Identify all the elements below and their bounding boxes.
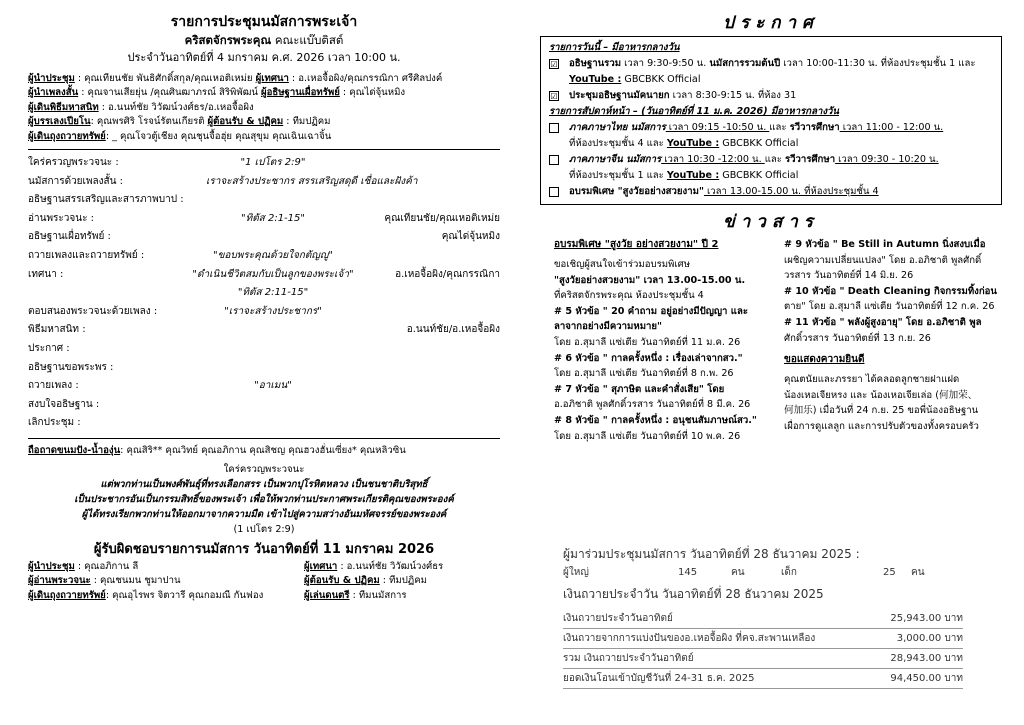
news-line: โดย อ.สุมาลี แซ่เตีย วันอาทิตย์ที่ 8 ก.พ. 26 [554, 368, 734, 380]
adult-count: 145 [678, 567, 698, 578]
next-week-item [549, 152, 993, 184]
congrats-line: เผื่อการดูแลลูก และการปรับตัวของทั้งครอบครัว [784, 420, 979, 432]
role-row [28, 115, 500, 129]
news-col-2 [784, 237, 1002, 435]
order-of-service-column [28, 12, 500, 618]
attendance-offering-stats [563, 545, 963, 689]
order-item-label: สงบใจอธิษฐาน : [28, 398, 100, 410]
congrats-line: คุณตนัยและภรรยา ได้คลอดลูกชายฝาแฝด [784, 374, 960, 386]
next-week-item [549, 120, 993, 152]
order-item-label: อธิษฐานเผื่อทรัพย์ : [28, 231, 111, 243]
role-value: : คุณชนมน ชูมาปาน [90, 575, 181, 587]
child-count: 25 [883, 567, 896, 578]
event-time: เวลา 10:30 -12:00 น. [661, 154, 765, 165]
role-label: ผู้นำประชุม [28, 560, 75, 572]
event-name: อธิษฐานรวม [569, 58, 622, 69]
church-name-rest: คณะแบ๊บติสต์ [271, 33, 344, 47]
service-roles [28, 72, 500, 144]
role-value: : ทีมนมัสการ [349, 589, 407, 601]
order-item-person: คุณเทียนชัย/คุณเหอติเหม่ย [384, 212, 500, 224]
news-col-1 [554, 237, 776, 444]
youtube-label: YouTube : [666, 170, 720, 181]
role-value: : _ คุณโจวตู้เชียง คุณชุนจื้อฮุ่ย คุณสุขุม คุณเฉินเฉาจิ้น [105, 130, 332, 142]
order-item [28, 154, 500, 173]
event-name: รวีวารศึกษา [785, 154, 836, 165]
youtube-channel: GBCBKK Official [621, 74, 701, 85]
event-location: ที่ห้องประชุมชั้น 4 และ [569, 138, 667, 149]
order-item [28, 191, 500, 210]
news-line: ศักดิ์วรสาร วันอาทิตย์ที่ 13 ก.ย. 26 [784, 332, 931, 344]
congrats-heading: ขอแสดงความยินดี [784, 354, 865, 366]
role-value: : อ.เหอจื้อผิง/คุณกรรณิกา ศรีศิลปงค์ [288, 73, 443, 84]
offering-heading: เงินถวายประจำวัน วันอาทิตย์ที่ 28 ธันวาคม 2025 [563, 587, 824, 601]
role-row [28, 86, 500, 100]
order-item [28, 414, 500, 433]
role-row [304, 560, 443, 574]
checkbox-icon [549, 187, 559, 197]
event-time: เวลา 09:15 -10:50 น. [665, 122, 770, 133]
next-week-col-2 [304, 560, 443, 603]
attendance-row [563, 563, 963, 583]
news-line: ที่คริสตจักรพระคุณ ห้องประชุมชั้น 4 [554, 290, 704, 302]
communion-servers [28, 443, 500, 458]
order-item [28, 303, 500, 322]
verse-line: เป็นประชากรอันเป็นกรรมสิทธิ์ของพระเจ้า เพื่อให้พวกท่านประกาศพระเกียรติคุณของพระองค์ [74, 493, 454, 505]
news-line: โดย อ.สุมาลี แซ่เตีย วันอาทิตย์ที่ 10 พ.ค. 26 [554, 430, 741, 442]
event-location: ที่ห้องประชุมชั้น 1 และ [569, 170, 667, 181]
order-item-person: คุณได่จุ้นหมิง [441, 231, 500, 243]
event-time: เวลา 10:00-11:30 น. ที่ห้องประชุมชั้น 1 และ [780, 58, 976, 69]
child-label: เด็ก [781, 567, 797, 578]
communion-label: ถือถาดขนมปัง-น้ำองุ่น [28, 444, 121, 456]
role-label: ผู้อธิษฐานเผื่อทรัพย์ [260, 87, 340, 99]
order-item-label: ถวายเพลงและถวายทรัพย์ : [28, 250, 145, 261]
order-item-detail: "ทิตัส 2:11-15" [237, 287, 309, 299]
news-line: # 5 หัวข้อ " 20 คำถาม อยู่อย่างมีปัญญา และ [554, 305, 749, 317]
checked-box-icon: ☑ [550, 92, 558, 101]
role-value: : คุณอภิกาน ลี [74, 560, 139, 572]
attendance-heading: ผู้มาร่วมประชุมนมัสการ วันอาทิตย์ที่ 28 ธันวาคม 2025 : [563, 547, 860, 561]
order-item-label: อธิษฐานสรรเสริญและสารภาพบาป : [28, 194, 184, 206]
next-week-title: ผู้รับผิดชอบรายการนมัสการ วันอาทิตย์ที่ 11 มกราคม 2026 [93, 541, 435, 557]
checked-box-icon: ☑ [550, 60, 558, 69]
event-conj: และ [769, 122, 787, 133]
offering-amount: 3,000.00 บาท [896, 633, 963, 644]
youtube-channel: GBCBKK Official [719, 170, 799, 181]
announcements-column [540, 12, 1002, 487]
role-value: : ทีมปฏิคม [379, 575, 427, 587]
role-row [28, 589, 263, 603]
verse-heading: ใคร่ครวญพระวจนะ [223, 463, 305, 475]
news-line: "สูงวัยอย่างสวยงาม" เวลา 13.00-15.00 น. [554, 274, 746, 286]
offering-row [563, 629, 963, 649]
youtube-label: YouTube : [569, 74, 622, 85]
order-item-label: ประกาศ : [28, 342, 70, 354]
offering-amount: 94,450.00 บาท [890, 673, 963, 684]
role-label: ผู้นำเพลงสั้น [28, 87, 79, 99]
next-week-heading: รายการสัปดาห์หน้า – (วันอาทิตย์ที่ 11 ม.ค. 2026) มีอาหารกลางวัน [549, 106, 839, 117]
news-line: # 10 หัวข้อ " Death Cleaning กิจกรรมทิ้งก่อน [784, 285, 997, 297]
role-value: : คุณเทียนชัย พันธิศักดิ์สกุล/คุณเหอติเหม่ย [74, 73, 256, 84]
news-line: # 7 หัวข้อ " สุภาษิต และคำสั่งเสีย" โดย [554, 383, 725, 395]
event-conj: และ [764, 154, 782, 165]
offering-label: รวม เงินถวายประจำวันอาทิตย์ [563, 653, 694, 664]
news-line: ขอเชิญผู้สนใจเข้าร่วมอบรมพิเศษ [554, 259, 691, 270]
order-item-label: เทศนา : [28, 268, 64, 280]
communion-value: : คุณสิริ** คุณวิทย์ คุณอภิกาน คุณสิชญ คุณฮวงฮั่นเซี่ยง* คุณหลิวซิน [120, 444, 406, 456]
order-item [28, 210, 500, 229]
next-week-col-1 [28, 560, 263, 603]
role-row [304, 574, 443, 588]
news-line: ลาจากอย่างมีความหมาย" [554, 321, 663, 333]
order-item [28, 340, 500, 359]
offering-label: ยอดเงินโอนเข้าบัญชีวันที่ 24-31 ธ.ค. 2025 [563, 673, 755, 684]
role-value: : คุณได่จุ้นหมิง [339, 87, 406, 99]
role-label: ผู้อ่านพระวจนะ [28, 575, 91, 587]
today-item [549, 88, 993, 104]
role-label: ผู้นำประชุม [28, 73, 75, 84]
news-line: # 9 หัวข้อ " Be Still in Autumn นิ่งสงบเมื่อ [784, 239, 986, 250]
today-item [549, 56, 993, 88]
order-item [28, 284, 500, 303]
congrats-line: น้องเหอเจียหรง และ น้องเหอเจียเล่อ (何加荣、 [784, 389, 978, 401]
event-name: ประชุมอธิษฐานมัคนายก [569, 90, 670, 101]
role-label: ผู้เทศนา [304, 560, 338, 572]
order-item-detail: "อาเมน" [254, 380, 292, 392]
order-item-detail: "1 เปโตร 2:9" [240, 157, 306, 169]
role-row [28, 101, 500, 115]
role-row [28, 130, 500, 144]
role-row [28, 560, 263, 574]
event-name: รวีวารศึกษา [789, 122, 840, 133]
role-label: ผู้บรรเลงเปียโน [28, 116, 91, 128]
order-item-detail: "เราจะสร้างประชากร" [224, 305, 322, 317]
child-unit: คน [911, 567, 925, 578]
bulletin-title: รายการประชุมนมัสการพระเจ้า [170, 14, 358, 30]
offering-row [563, 649, 963, 669]
offering-amount: 25,943.00 บาท [890, 613, 963, 624]
order-item-label: อธิษฐานขอพระพร : [28, 361, 114, 373]
role-value: : อ.นนท์ชัย วิวัฒน์วงศ์ธร [337, 560, 444, 572]
order-item [28, 173, 500, 192]
order-item-label: ใคร่ครวญพระวจนะ : [28, 157, 119, 169]
news-line: เผชิญความเปลี่ยนแปลง" โดย อ.อภิชาติ พูลศักดิ์ [784, 254, 982, 266]
order-item-label: เลิกประชุม : [28, 417, 81, 429]
offering-row [563, 669, 963, 689]
order-item [28, 266, 500, 285]
next-week-roles [28, 560, 500, 618]
checkbox-icon [549, 123, 559, 133]
order-of-service [28, 154, 500, 433]
order-item-label: ถวายเพลง : [28, 380, 79, 392]
divider [28, 149, 500, 150]
order-item-detail: "ทิตัส 2:1-15" [241, 212, 305, 224]
event-time: เวลา 8:30-9:15 น. ที่ห้อง 31 [669, 90, 797, 101]
role-row [28, 574, 263, 588]
order-item [28, 396, 500, 415]
announcements-title: ประกาศ [723, 13, 819, 33]
news-line: ตาย" โดย อ.สุมาลี แซ่เตีย วันอาทิตย์ที่ 12 ก.ค. 26 [784, 301, 995, 313]
news-section [540, 237, 1002, 487]
order-item [28, 321, 500, 340]
special-training-item [549, 184, 993, 200]
role-label: ผู้ต้อนรับ & ปฏิคม [304, 575, 380, 587]
event-name: ภาคภาษาไทย นมัสการ [569, 122, 666, 133]
event-time: เวลา 11:00 - 12:00 น. [839, 122, 944, 133]
adult-unit: คน [731, 567, 745, 578]
order-item-person: อ.นนท์ชัย/อ.เหอจื้อผิง [406, 324, 500, 336]
event-time: เวลา 09:30 - 10:20 น. [835, 154, 939, 165]
event-time: เวลา 9:30-9:50 น. [621, 58, 710, 69]
order-item [28, 247, 500, 266]
role-value: : คุณอุไรพร จิตวารี คุณกอมณี กันฟอง [105, 589, 264, 601]
role-label: ผู้เล่นดนตรี [304, 589, 350, 601]
news-line: # 11 หัวข้อ " พลังผู้สูงอายุ" โดย อ.อภิชาติ พูล [784, 316, 982, 328]
role-label: ผู้เดินถุงถวายทรัพย์ [28, 130, 106, 142]
event-time: เวลา 13.00-15.00 น. ที่ห้องประชุมชั้น 4 [703, 186, 879, 197]
youtube-channel: GBCBKK Official [719, 138, 799, 149]
offering-amount: 28,943.00 บาท [890, 653, 963, 664]
news-line: อ.อภิชาติ พูลศักดิ์วรสาร วันอาทิตย์ที่ 8 มี.ค. 26 [554, 399, 751, 411]
event-name: ภาคภาษาจีน นมัสการ [569, 154, 662, 165]
event-name: นมัสการรวมต้นปี [709, 58, 781, 69]
checkbox-icon [549, 155, 559, 165]
order-item-label: พิธีมหาสนิท : [28, 324, 86, 336]
role-label: ผู้ต้อนรับ & ปฏิคม [207, 116, 284, 128]
role-label: ผู้เดินพิธีมหาสนิท [28, 101, 99, 113]
news-heading: อบรมพิเศษ "สูงวัย อย่างสวยงาม" ปี 2 [554, 239, 719, 250]
role-value: : คุณพรศิริ โรจน์รัตนเกียรติ [90, 116, 208, 128]
order-item [28, 228, 500, 247]
youtube-label: YouTube : [666, 138, 720, 149]
role-label: ผู้เทศนา [255, 73, 289, 84]
role-label: ผู้เดินถุงถวายทรัพย์ [28, 589, 106, 601]
news-line: โดย อ.สุมาลี แซ่เตีย วันอาทิตย์ที่ 11 ม.ค. 26 [554, 336, 741, 348]
role-row [304, 589, 443, 603]
order-item-person: อ.เหอจื้อผิง/คุณกรรณิกา [395, 268, 500, 280]
divider [28, 438, 500, 439]
church-name-bold: คริสตจักรพระคุณ [184, 33, 272, 47]
news-line: วรสาร วันอาทิตย์ที่ 14 มิ.ย. 26 [784, 270, 914, 282]
role-value: : คุณจานเสียยุ่น /คุณศินฒาภรณ์ สิริพิพัฒน์ [78, 87, 261, 99]
announcements-box [540, 36, 1002, 205]
news-line: # 8 หัวข้อ " กาลครั้งหนึ่ง : อนุชนสัมภาษณ์สว." [554, 414, 757, 426]
congrats-line: 何加乐) เมื่อวันที่ 24 ก.ย. 25 ขอพี่น้องอธิษฐาน [784, 405, 979, 417]
role-row [28, 72, 500, 86]
order-item-label: ตอบสนองพระวจนะด้วยเพลง : [28, 305, 158, 317]
order-item-label: อ่านพระวจนะ : [28, 212, 95, 224]
verse-reference: (1 เปโตร 2:9) [233, 523, 295, 535]
order-item-detail: "ขอบพระคุณด้วยใจกตัญญู" [213, 250, 333, 261]
today-heading: รายการวันนี้ – มีอาหารกลางวัน [549, 42, 680, 53]
order-item [28, 377, 500, 396]
news-title: ข่าวสาร [723, 212, 819, 232]
order-item [28, 359, 500, 378]
role-value: : ทีมปฏิคม [283, 116, 331, 128]
offering-label: เงินถวายประจำวันอาทิตย์ [563, 613, 673, 624]
order-item-label: นมัสการด้วยเพลงสั้น : [28, 175, 124, 187]
adult-label: ผู้ใหญ่ [563, 567, 589, 578]
event-name: อบรมพิเศษ "สูงวัยอย่างสวยงาม" [569, 186, 704, 197]
role-value: : อ.นนท์ชัย วิวัฒน์วงศ์ธร/อ.เหอจื้อผิง [98, 101, 254, 113]
offering-row [563, 609, 963, 629]
order-item-detail: "ดำเนินชีวิตสมกับเป็นลูกของพระเจ้า" [192, 268, 354, 280]
church-name [28, 32, 500, 49]
news-line: # 6 หัวข้อ " กาลครั้งหนึ่ง : เรื่องเล่าจากสว." [554, 352, 743, 364]
offering-label: เงินถวายจากการแบ่งปันของอ.เหอจื้อผิง ที่คจ.สะพานเหลือง [563, 633, 816, 644]
order-item-detail: เราจะสร้างประชากร สรรเสริญสดุดี เชื่อและฝังค้า [206, 175, 418, 187]
verse-line: แต่พวกท่านเป็นพงศ์พันธุ์ที่ทรงเลือกสรร เป็นพวกปุโรหิตหลวง เป็นชนชาติบริสุทธิ์ [100, 478, 428, 490]
service-date: ประจำวันอาทิตย์ที่ 4 มกราคม ค.ศ. 2026 เวลา 10:00 น. [127, 51, 401, 64]
verse-line: ผู้ได้ทรงเรียกพวกท่านให้ออกมาจากความมืด เข้าไปสู่ความสว่างอันมหัศจรรย์ของพระองค์ [81, 508, 447, 520]
